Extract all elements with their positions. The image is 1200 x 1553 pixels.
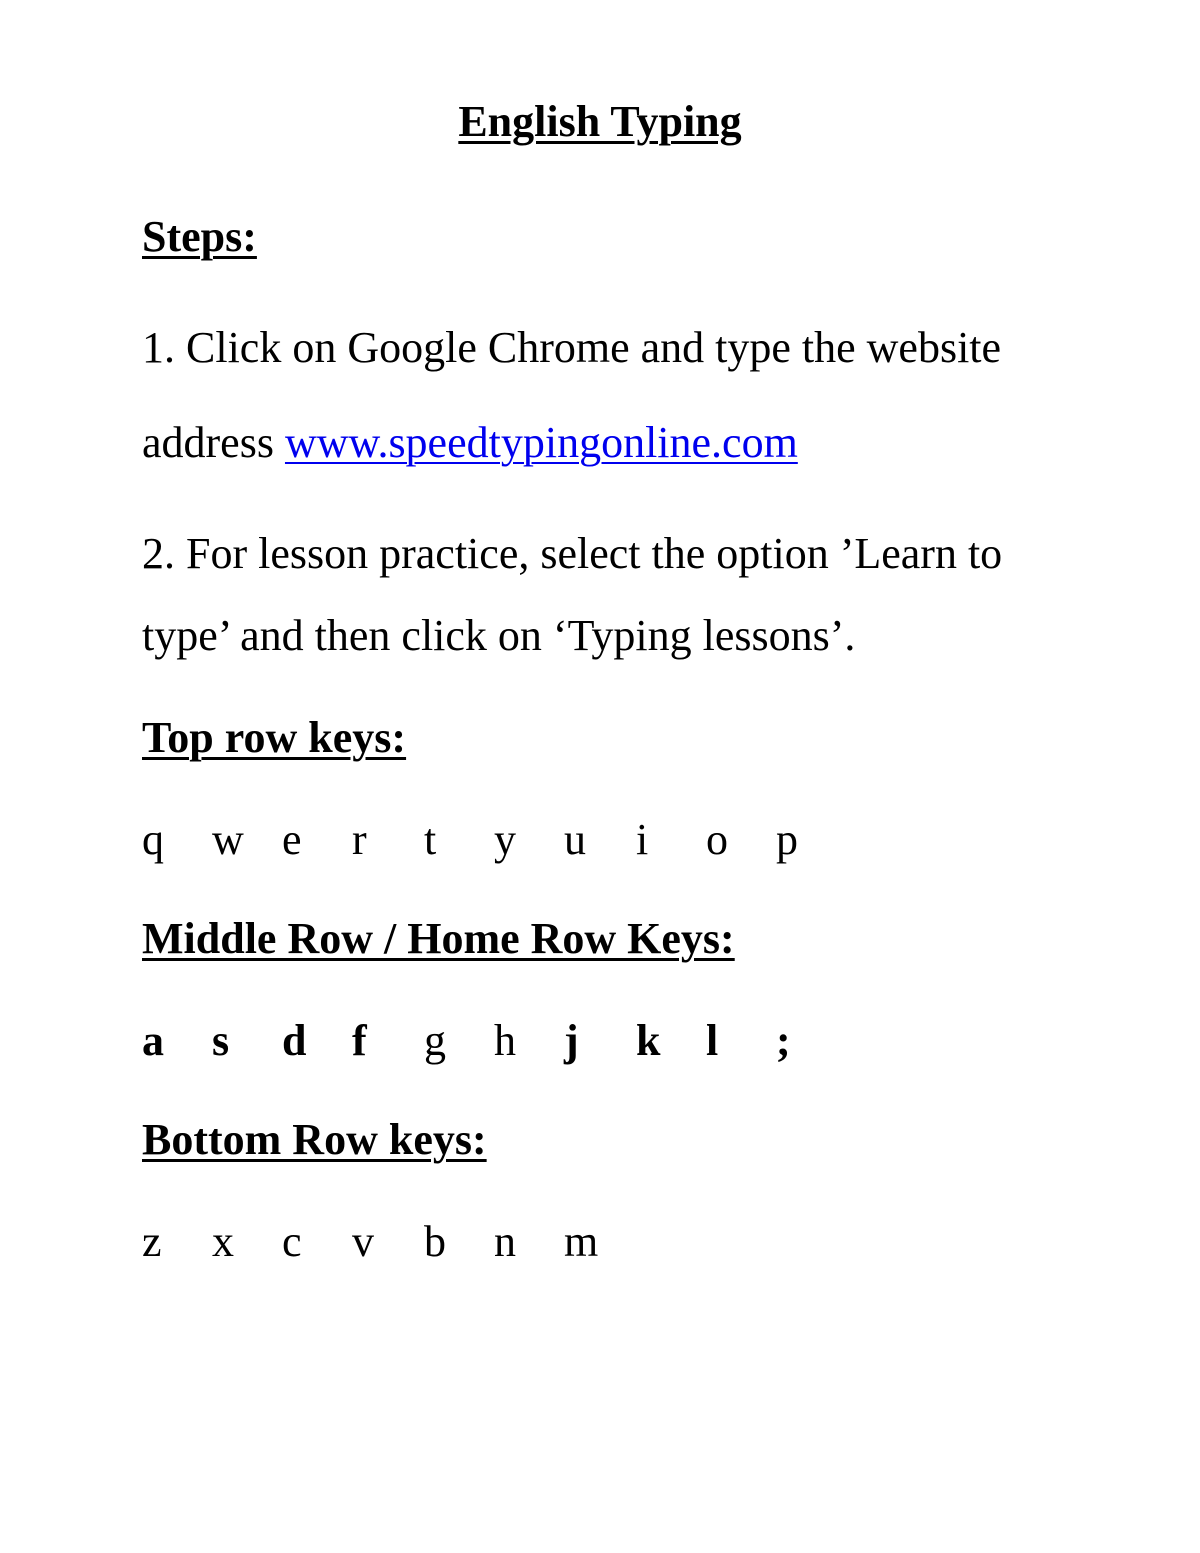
key-letter: p bbox=[776, 815, 798, 864]
key-letter: d bbox=[282, 1016, 307, 1065]
key-letter: h bbox=[494, 1016, 516, 1065]
key-letter: j bbox=[564, 1016, 579, 1065]
key-letter: e bbox=[282, 815, 302, 864]
key-letter: i bbox=[636, 815, 649, 864]
bottom-row-heading: Bottom Row keys: bbox=[142, 1115, 487, 1164]
key-letter: g bbox=[424, 1016, 446, 1065]
key-letter: c bbox=[282, 1217, 302, 1266]
step1-line1: 1. Click on Google Chrome and type the website bbox=[142, 323, 1002, 372]
key-letter: a bbox=[142, 1016, 164, 1065]
step1-address-label: address bbox=[142, 418, 285, 467]
key-letter: u bbox=[564, 815, 586, 864]
steps-heading: Steps: bbox=[142, 212, 257, 261]
key-letter: o bbox=[706, 815, 728, 864]
key-letter: m bbox=[564, 1217, 599, 1266]
key-letter: s bbox=[212, 1016, 230, 1065]
top-row-heading: Top row keys: bbox=[142, 713, 407, 762]
speedtyping-link[interactable]: www.speedtypingonline.com bbox=[284, 418, 798, 467]
key-letter: y bbox=[494, 815, 516, 864]
step2-line2: type’ and then click on ‘Typing lessons’. bbox=[142, 611, 856, 660]
key-letter: w bbox=[212, 815, 244, 864]
key-letter: v bbox=[352, 1217, 374, 1266]
step1-line2 bbox=[142, 418, 798, 467]
key-letter: t bbox=[424, 815, 437, 864]
middle-row-heading: Middle Row / Home Row Keys: bbox=[142, 914, 735, 963]
key-letter: ; bbox=[776, 1016, 791, 1065]
key-letter: r bbox=[352, 815, 367, 864]
document-title: English Typing bbox=[458, 97, 742, 146]
key-letter: x bbox=[212, 1217, 234, 1266]
key-letter: k bbox=[636, 1016, 661, 1065]
key-letter: b bbox=[424, 1217, 446, 1266]
key-letter: z bbox=[142, 1217, 162, 1266]
key-letter: q bbox=[142, 815, 164, 864]
key-letter: l bbox=[706, 1016, 719, 1065]
step2-line1: 2. For lesson practice, select the option ’Learn to bbox=[142, 529, 1003, 578]
key-letter: f bbox=[352, 1016, 367, 1065]
key-letter: n bbox=[494, 1217, 516, 1266]
